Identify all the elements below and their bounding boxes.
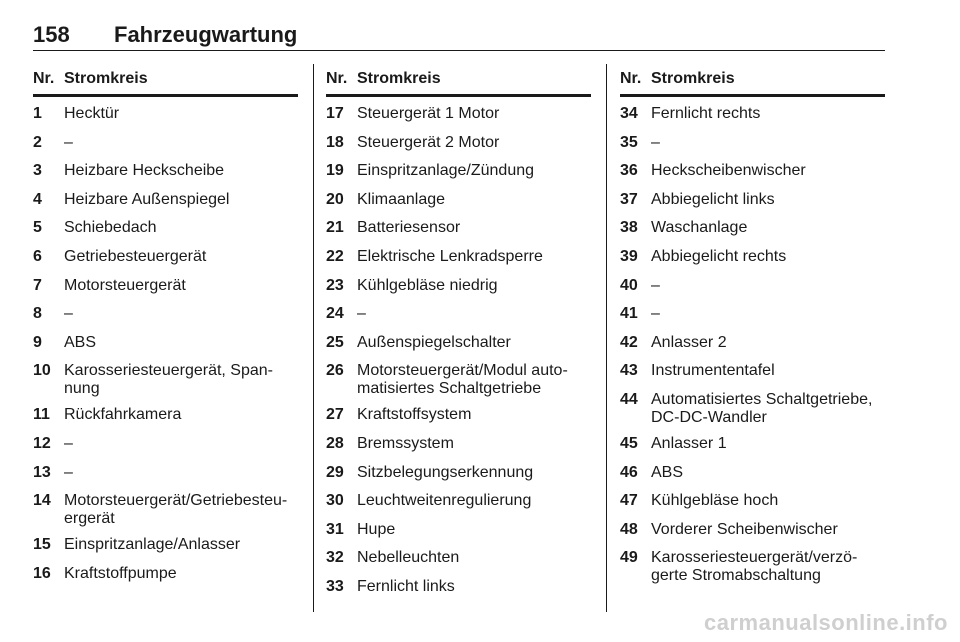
- fuse-number: 47: [620, 492, 638, 510]
- table-row: [620, 300, 885, 329]
- table-header: [33, 64, 298, 97]
- table-row: [326, 544, 591, 573]
- circuit-name: Fernlicht rechts: [651, 105, 761, 122]
- circuit-name: Abbiegelicht links: [651, 190, 775, 208]
- watermark: carmanualsonline.info: [704, 610, 948, 635]
- fuse-number: 24: [326, 305, 344, 323]
- circuit-name: Heizbare Heckscheibe: [64, 162, 225, 180]
- table-row: [620, 544, 885, 588]
- circuit-name: Bremssystem: [357, 434, 454, 452]
- table-row: [620, 386, 885, 430]
- circuit-name: –: [64, 463, 73, 481]
- fuse-number: 8: [33, 305, 42, 323]
- circuit-name: ABS: [651, 463, 684, 481]
- fuse-number: 1: [33, 105, 42, 122]
- table-header: [326, 64, 591, 97]
- table-row: [33, 157, 298, 186]
- circuit-name: –: [64, 434, 73, 452]
- circuit-name: Einspritzanlage/Anlasser: [64, 536, 241, 554]
- circuit-name: Abbiegelicht rechts: [651, 247, 787, 265]
- fuse-number: 41: [620, 305, 638, 323]
- fuse-number: 23: [326, 276, 344, 294]
- circuit-name: Motorsteuergerät/Getriebesteu- ergerät: [64, 492, 288, 528]
- table-row: [326, 186, 591, 215]
- fuse-number: 30: [326, 492, 344, 510]
- fuse-number: 11: [33, 406, 50, 424]
- table-row: [33, 560, 298, 589]
- circuit-name: Motorsteuergerät: [64, 276, 186, 294]
- fuse-number: 40: [620, 276, 638, 294]
- header-stromkreis: Stromkreis: [357, 70, 441, 87]
- fuse-number: 29: [326, 463, 344, 481]
- circuit-name: –: [357, 305, 366, 323]
- fuse-number: 28: [326, 434, 344, 452]
- table-rows: [33, 100, 298, 588]
- circuit-name: Steuergerät 1 Motor: [357, 105, 500, 122]
- fuse-number: 45: [620, 434, 638, 452]
- fuse-number: 9: [33, 333, 42, 351]
- fuse-number: 10: [33, 362, 51, 380]
- page-number: 158: [33, 22, 70, 47]
- circuit-name: Kraftstoffsystem: [357, 406, 472, 424]
- table-row: [620, 157, 885, 186]
- table-row: [620, 243, 885, 272]
- circuit-name: Motorsteuergerät/Modul auto- matisiertes Schaltgetriebe: [357, 362, 568, 398]
- table-row: [326, 459, 591, 488]
- table-row: [620, 487, 885, 516]
- circuit-name: Anlasser 2: [651, 333, 727, 351]
- table-row: [33, 401, 298, 430]
- table-row: [33, 100, 298, 129]
- fuse-number: 6: [33, 247, 42, 265]
- fuse-number: 7: [33, 276, 42, 294]
- fuse-number: 25: [326, 333, 344, 351]
- circuit-name: Rückfahrkamera: [64, 406, 182, 424]
- circuit-name: –: [651, 305, 660, 323]
- header-nr: Nr.: [33, 70, 55, 87]
- table-rows: [620, 100, 885, 588]
- fuse-number: 19: [326, 162, 344, 180]
- header-stromkreis: Stromkreis: [64, 70, 148, 87]
- table-row: [620, 329, 885, 358]
- table-row: [620, 430, 885, 459]
- table-row: [620, 357, 885, 386]
- table-row: [33, 329, 298, 358]
- fuse-number: 21: [326, 219, 344, 237]
- fuse-number: 33: [326, 577, 344, 595]
- table-header: [620, 64, 885, 97]
- circuit-name: Karosseriesteuergerät/verzö- gerte Stromabschaltung: [651, 549, 858, 585]
- circuit-name: Getriebesteuergerät: [64, 247, 207, 265]
- circuit-name: Außenspiegelschalter: [357, 333, 511, 351]
- fuse-number: 15: [33, 536, 51, 554]
- fuse-number: 49: [620, 549, 638, 567]
- circuit-name: Steuergerät 2 Motor: [357, 133, 500, 151]
- circuit-name: Waschanlage: [651, 219, 748, 237]
- fuse-table-column-1: [33, 64, 298, 588]
- circuit-name: Nebelleuchten: [357, 549, 460, 567]
- table-row: [33, 300, 298, 329]
- circuit-name: Fernlicht links: [357, 577, 455, 595]
- fuse-number: 20: [326, 190, 344, 208]
- circuit-name: Sitzbelegungserkennung: [357, 463, 534, 481]
- table-row: [326, 329, 591, 358]
- circuit-name: –: [651, 276, 660, 294]
- circuit-name: Kraftstoffpumpe: [64, 564, 177, 582]
- fuse-number: 27: [326, 406, 344, 424]
- fuse-number: 42: [620, 333, 638, 351]
- fuse-number: 36: [620, 162, 638, 180]
- table-row: [33, 430, 298, 459]
- circuit-name: Automatisiertes Schaltgetriebe, DC-DC-Wandler: [651, 390, 873, 426]
- fuse-number: 31: [326, 520, 344, 538]
- table-row: [326, 300, 591, 329]
- table-row: [33, 272, 298, 301]
- fuse-number: 4: [33, 190, 42, 208]
- table-row: [33, 129, 298, 158]
- circuit-name: Vorderer Scheibenwischer: [651, 520, 838, 538]
- fuse-number: 48: [620, 520, 638, 538]
- header-nr: Nr.: [326, 70, 348, 87]
- fuse-number: 22: [326, 247, 344, 265]
- table-row: [326, 401, 591, 430]
- circuit-name: Klimaanlage: [357, 190, 446, 208]
- table-row: [326, 430, 591, 459]
- fuse-number: 16: [33, 564, 51, 582]
- table-row: [33, 487, 298, 531]
- table-row: [33, 214, 298, 243]
- table-row: [620, 214, 885, 243]
- fuse-number: 44: [620, 390, 638, 408]
- fuse-number: 2: [33, 133, 42, 151]
- table-row: [33, 531, 298, 560]
- fuse-number: 3: [33, 162, 42, 180]
- fuse-number: 5: [33, 219, 42, 237]
- circuit-name: Kühlgebläse hoch: [651, 492, 779, 510]
- circuit-name: Karosseriesteuergerät, Span- nung: [64, 362, 273, 398]
- circuit-name: –: [64, 305, 73, 323]
- table-row: [620, 129, 885, 158]
- header-nr: Nr.: [620, 70, 642, 87]
- page-header: [33, 24, 885, 51]
- fuse-number: 39: [620, 247, 638, 265]
- circuit-name: Leuchtweitenregulierung: [357, 492, 532, 510]
- circuit-name: Hecktür: [64, 105, 120, 122]
- table-row: [33, 459, 298, 488]
- fuse-table-column-2: [326, 64, 591, 602]
- table-row: [620, 272, 885, 301]
- table-row: [326, 573, 591, 602]
- fuse-number: 32: [326, 549, 344, 567]
- fuse-number: 34: [620, 105, 638, 122]
- table-row: [326, 487, 591, 516]
- fuse-number: 26: [326, 362, 344, 380]
- fuse-number: 13: [33, 463, 51, 481]
- fuse-number: 18: [326, 133, 344, 151]
- table-row: [326, 214, 591, 243]
- fuse-number: 46: [620, 463, 638, 481]
- header-stromkreis: Stromkreis: [651, 70, 735, 87]
- circuit-name: Kühlgebläse niedrig: [357, 276, 498, 294]
- fuse-number: 17: [326, 105, 344, 122]
- circuit-name: Instrumententafel: [651, 362, 775, 380]
- circuit-name: Hupe: [357, 520, 396, 538]
- circuit-name: Schiebedach: [64, 219, 157, 237]
- circuit-name: –: [651, 133, 660, 151]
- table-row: [326, 272, 591, 301]
- table-row: [33, 186, 298, 215]
- fuse-number: 35: [620, 133, 638, 151]
- column-divider: [606, 64, 607, 612]
- circuit-name: Elektrische Lenkradsperre: [357, 247, 543, 265]
- circuit-name: Anlasser 1: [651, 434, 727, 452]
- table-row: [326, 243, 591, 272]
- circuit-name: –: [64, 133, 73, 151]
- circuit-name: ABS: [64, 333, 97, 351]
- table-row: [326, 100, 591, 129]
- fuse-number: 37: [620, 190, 638, 208]
- table-row: [620, 516, 885, 545]
- fuse-number: 43: [620, 362, 638, 380]
- table-row: [620, 100, 885, 129]
- table-row: [620, 459, 885, 488]
- fuse-number: 14: [33, 492, 51, 510]
- circuit-name: Heckscheibenwischer: [651, 162, 806, 180]
- circuit-name: Einspritzanlage/Zündung: [357, 162, 535, 180]
- table-row: [33, 243, 298, 272]
- table-row: [326, 157, 591, 186]
- table-row: [326, 129, 591, 158]
- table-rows: [326, 100, 591, 602]
- circuit-name: Batteriesensor: [357, 219, 461, 237]
- fuse-number: 12: [33, 434, 51, 452]
- table-row: [33, 357, 298, 401]
- table-row: [620, 186, 885, 215]
- page-title: Fahrzeugwartung: [114, 22, 298, 47]
- table-row: [326, 357, 591, 401]
- column-divider: [313, 64, 314, 612]
- circuit-name: Heizbare Außenspiegel: [64, 190, 230, 208]
- table-row: [326, 516, 591, 545]
- fuse-number: 38: [620, 219, 638, 237]
- fuse-table-column-3: [620, 64, 885, 588]
